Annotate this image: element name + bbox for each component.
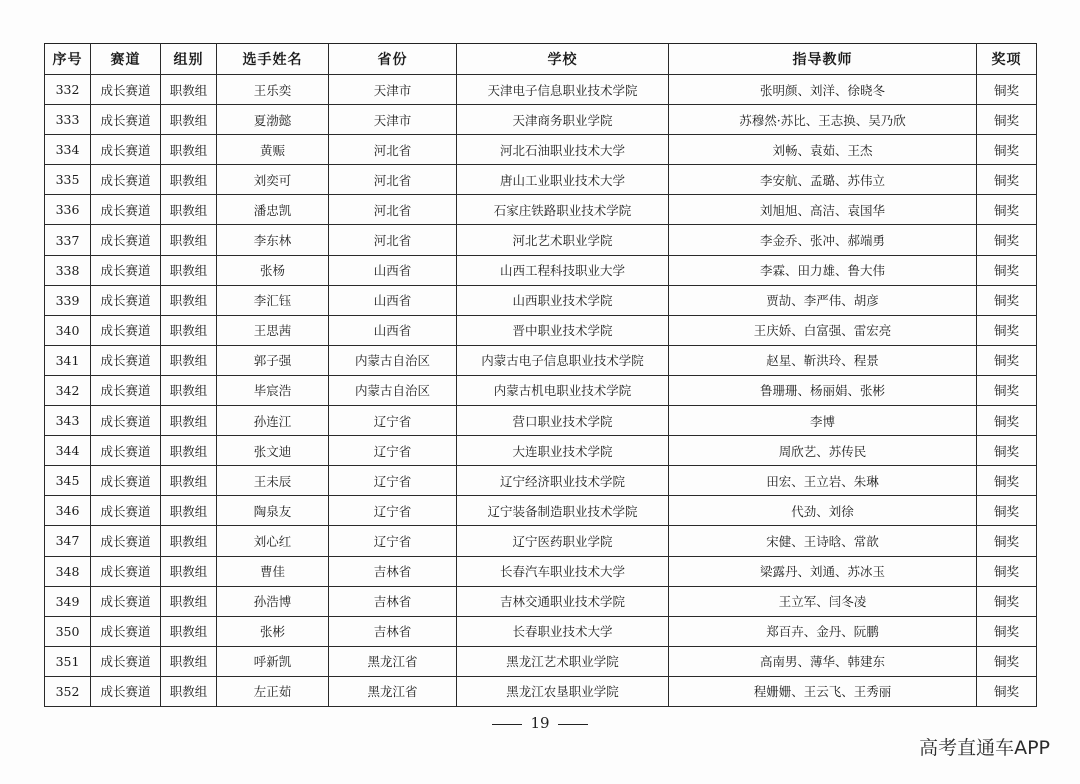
cell-province: 黑龙江省 — [329, 646, 457, 676]
table-row — [45, 616, 1037, 646]
table-row — [45, 526, 1037, 556]
cell-award: 铜奖 — [977, 345, 1037, 375]
cell-province: 天津市 — [329, 105, 457, 135]
cell-teachers: 宋健、王诗晗、常歆 — [669, 526, 977, 556]
cell-school: 内蒙古机电职业技术学院 — [457, 375, 669, 405]
cell-name: 陶泉友 — [217, 496, 329, 526]
header-cell-name: 选手姓名 — [217, 44, 329, 75]
table-header-row — [45, 44, 1037, 75]
table-row — [45, 345, 1037, 375]
cell-school: 唐山工业职业技术大学 — [457, 165, 669, 195]
cell-group: 职教组 — [161, 195, 217, 225]
award-table — [44, 43, 1037, 707]
cell-teachers: 郑百卉、金丹、阮鹏 — [669, 616, 977, 646]
cell-name: 左正茹 — [217, 676, 329, 706]
cell-award: 铜奖 — [977, 255, 1037, 285]
cell-group: 职教组 — [161, 375, 217, 405]
cell-group: 职教组 — [161, 315, 217, 345]
cell-school: 大连职业技术学院 — [457, 436, 669, 466]
cell-track: 成长赛道 — [91, 225, 161, 255]
table-row — [45, 496, 1037, 526]
cell-province: 河北省 — [329, 195, 457, 225]
cell-index: 345 — [45, 466, 91, 496]
cell-province: 辽宁省 — [329, 406, 457, 436]
cell-name: 刘心红 — [217, 526, 329, 556]
cell-name: 李东林 — [217, 225, 329, 255]
table-row — [45, 315, 1037, 345]
cell-track: 成长赛道 — [91, 75, 161, 105]
cell-teachers: 梁露丹、刘通、苏冰玉 — [669, 556, 977, 586]
cell-province: 天津市 — [329, 75, 457, 105]
cell-group: 职教组 — [161, 345, 217, 375]
cell-index: 339 — [45, 285, 91, 315]
cell-name: 王乐奕 — [217, 75, 329, 105]
cell-teachers: 苏穆然·苏比、王志换、吴乃欣 — [669, 105, 977, 135]
cell-award: 铜奖 — [977, 75, 1037, 105]
cell-teachers: 王立军、闫冬凌 — [669, 586, 977, 616]
cell-track: 成长赛道 — [91, 466, 161, 496]
cell-award: 铜奖 — [977, 586, 1037, 616]
cell-name: 张文迪 — [217, 436, 329, 466]
cell-teachers: 李霖、田力雄、鲁大伟 — [669, 255, 977, 285]
cell-name: 李汇钰 — [217, 285, 329, 315]
table-row — [45, 255, 1037, 285]
cell-track: 成长赛道 — [91, 135, 161, 165]
cell-index: 344 — [45, 436, 91, 466]
cell-group: 职教组 — [161, 616, 217, 646]
cell-track: 成长赛道 — [91, 285, 161, 315]
cell-group: 职教组 — [161, 105, 217, 135]
cell-index: 346 — [45, 496, 91, 526]
cell-index: 349 — [45, 586, 91, 616]
cell-province: 吉林省 — [329, 586, 457, 616]
cell-name: 潘忠凯 — [217, 195, 329, 225]
cell-group: 职教组 — [161, 165, 217, 195]
cell-province: 吉林省 — [329, 616, 457, 646]
cell-name: 张杨 — [217, 255, 329, 285]
cell-school: 河北石油职业技术大学 — [457, 135, 669, 165]
header-cell-teachers: 指导教师 — [669, 44, 977, 75]
table-body — [45, 75, 1037, 707]
cell-award: 铜奖 — [977, 676, 1037, 706]
cell-group: 职教组 — [161, 496, 217, 526]
cell-school: 辽宁医药职业学院 — [457, 526, 669, 556]
cell-teachers: 刘畅、袁茹、王杰 — [669, 135, 977, 165]
cell-province: 河北省 — [329, 135, 457, 165]
cell-award: 铜奖 — [977, 225, 1037, 255]
table-row — [45, 285, 1037, 315]
cell-index: 334 — [45, 135, 91, 165]
cell-name: 曹佳 — [217, 556, 329, 586]
cell-teachers: 周欣艺、苏传民 — [669, 436, 977, 466]
cell-name: 毕宸浩 — [217, 375, 329, 405]
cell-name: 刘奕可 — [217, 165, 329, 195]
cell-award: 铜奖 — [977, 436, 1037, 466]
cell-school: 石家庄铁路职业技术学院 — [457, 195, 669, 225]
cell-name: 黄赈 — [217, 135, 329, 165]
cell-teachers: 程姗姗、王云飞、王秀丽 — [669, 676, 977, 706]
cell-school: 黑龙江农垦职业学院 — [457, 676, 669, 706]
cell-group: 职教组 — [161, 75, 217, 105]
cell-track: 成长赛道 — [91, 165, 161, 195]
cell-index: 337 — [45, 225, 91, 255]
cell-teachers: 刘旭旭、高洁、袁国华 — [669, 195, 977, 225]
cell-track: 成长赛道 — [91, 195, 161, 225]
cell-province: 河北省 — [329, 225, 457, 255]
table-row — [45, 195, 1037, 225]
cell-province: 吉林省 — [329, 556, 457, 586]
cell-teachers: 鲁珊珊、杨丽娟、张彬 — [669, 375, 977, 405]
header-cell-index: 序号 — [45, 44, 91, 75]
cell-group: 职教组 — [161, 255, 217, 285]
cell-province: 辽宁省 — [329, 436, 457, 466]
header-cell-province: 省份 — [329, 44, 457, 75]
cell-school: 内蒙古电子信息职业技术学院 — [457, 345, 669, 375]
table-row — [45, 556, 1037, 586]
cell-name: 夏渤懿 — [217, 105, 329, 135]
cell-track: 成长赛道 — [91, 496, 161, 526]
cell-teachers: 李博 — [669, 406, 977, 436]
cell-teachers: 田宏、王立岩、朱琳 — [669, 466, 977, 496]
cell-school: 山西职业技术学院 — [457, 285, 669, 315]
cell-school: 山西工程科技职业大学 — [457, 255, 669, 285]
cell-award: 铜奖 — [977, 616, 1037, 646]
cell-province: 辽宁省 — [329, 496, 457, 526]
cell-name: 王思茜 — [217, 315, 329, 345]
header-cell-group: 组别 — [161, 44, 217, 75]
table-row — [45, 375, 1037, 405]
page-number-text: 19 — [530, 714, 550, 732]
cell-index: 352 — [45, 676, 91, 706]
cell-track: 成长赛道 — [91, 345, 161, 375]
cell-award: 铜奖 — [977, 556, 1037, 586]
cell-school: 吉林交通职业技术学院 — [457, 586, 669, 616]
cell-province: 山西省 — [329, 285, 457, 315]
cell-award: 铜奖 — [977, 496, 1037, 526]
cell-teachers: 赵星、靳洪玲、程景 — [669, 345, 977, 375]
cell-teachers: 高南男、薄华、韩建东 — [669, 646, 977, 676]
cell-name: 王未辰 — [217, 466, 329, 496]
cell-province: 内蒙古自治区 — [329, 345, 457, 375]
cell-teachers: 李安航、孟璐、苏伟立 — [669, 165, 977, 195]
cell-index: 335 — [45, 165, 91, 195]
cell-award: 铜奖 — [977, 135, 1037, 165]
cell-name: 孙连江 — [217, 406, 329, 436]
table-row — [45, 646, 1037, 676]
cell-index: 348 — [45, 556, 91, 586]
cell-award: 铜奖 — [977, 105, 1037, 135]
cell-award: 铜奖 — [977, 406, 1037, 436]
cell-province: 黑龙江省 — [329, 676, 457, 706]
cell-school: 营口职业技术学院 — [457, 406, 669, 436]
table-row — [45, 225, 1037, 255]
cell-school: 黑龙江艺术职业学院 — [457, 646, 669, 676]
cell-group: 职教组 — [161, 466, 217, 496]
cell-track: 成长赛道 — [91, 556, 161, 586]
cell-school: 晋中职业技术学院 — [457, 315, 669, 345]
cell-award: 铜奖 — [977, 466, 1037, 496]
cell-award: 铜奖 — [977, 375, 1037, 405]
cell-school: 天津商务职业学院 — [457, 105, 669, 135]
cell-award: 铜奖 — [977, 285, 1037, 315]
watermark-text: 高考直通车APP — [919, 737, 1050, 759]
cell-group: 职教组 — [161, 406, 217, 436]
cell-name: 呼新凯 — [217, 646, 329, 676]
cell-province: 内蒙古自治区 — [329, 375, 457, 405]
cell-award: 铜奖 — [977, 315, 1037, 345]
cell-school: 辽宁装备制造职业技术学院 — [457, 496, 669, 526]
header-cell-award: 奖项 — [977, 44, 1037, 75]
cell-track: 成长赛道 — [91, 526, 161, 556]
cell-index: 333 — [45, 105, 91, 135]
cell-track: 成长赛道 — [91, 105, 161, 135]
cell-index: 350 — [45, 616, 91, 646]
table-row — [45, 466, 1037, 496]
cell-group: 职教组 — [161, 556, 217, 586]
table-row — [45, 135, 1037, 165]
table-row — [45, 105, 1037, 135]
cell-group: 职教组 — [161, 586, 217, 616]
cell-track: 成长赛道 — [91, 586, 161, 616]
cell-province: 辽宁省 — [329, 466, 457, 496]
cell-teachers: 贾劼、李严伟、胡彦 — [669, 285, 977, 315]
cell-name: 张彬 — [217, 616, 329, 646]
cell-track: 成长赛道 — [91, 676, 161, 706]
table-row — [45, 406, 1037, 436]
cell-index: 347 — [45, 526, 91, 556]
cell-teachers: 王庆娇、白富强、雷宏亮 — [669, 315, 977, 345]
table-row — [45, 165, 1037, 195]
cell-province: 山西省 — [329, 315, 457, 345]
cell-group: 职教组 — [161, 646, 217, 676]
cell-index: 332 — [45, 75, 91, 105]
cell-track: 成长赛道 — [91, 406, 161, 436]
cell-track: 成长赛道 — [91, 646, 161, 676]
cell-track: 成长赛道 — [91, 255, 161, 285]
cell-group: 职教组 — [161, 285, 217, 315]
cell-track: 成长赛道 — [91, 436, 161, 466]
cell-group: 职教组 — [161, 676, 217, 706]
cell-award: 铜奖 — [977, 646, 1037, 676]
table-row — [45, 676, 1037, 706]
cell-index: 343 — [45, 406, 91, 436]
page-number-dash-left — [492, 724, 522, 725]
header-cell-track: 赛道 — [91, 44, 161, 75]
cell-school: 长春汽车职业技术大学 — [457, 556, 669, 586]
cell-name: 郭子强 — [217, 345, 329, 375]
cell-province: 辽宁省 — [329, 526, 457, 556]
cell-group: 职教组 — [161, 526, 217, 556]
cell-school: 河北艺术职业学院 — [457, 225, 669, 255]
cell-province: 山西省 — [329, 255, 457, 285]
cell-index: 341 — [45, 345, 91, 375]
cell-index: 340 — [45, 315, 91, 345]
cell-school: 天津电子信息职业技术学院 — [457, 75, 669, 105]
table-row — [45, 75, 1037, 105]
cell-province: 河北省 — [329, 165, 457, 195]
cell-teachers: 代劲、刘徐 — [669, 496, 977, 526]
cell-index: 338 — [45, 255, 91, 285]
cell-name: 孙浩博 — [217, 586, 329, 616]
cell-track: 成长赛道 — [91, 616, 161, 646]
cell-group: 职教组 — [161, 436, 217, 466]
page-number-dash-right — [558, 724, 588, 725]
cell-group: 职教组 — [161, 225, 217, 255]
table-row — [45, 586, 1037, 616]
cell-teachers: 张明颜、刘洋、徐晓冬 — [669, 75, 977, 105]
table-row — [45, 436, 1037, 466]
cell-index: 351 — [45, 646, 91, 676]
cell-school: 辽宁经济职业技术学院 — [457, 466, 669, 496]
header-cell-school: 学校 — [457, 44, 669, 75]
cell-track: 成长赛道 — [91, 315, 161, 345]
cell-award: 铜奖 — [977, 165, 1037, 195]
cell-index: 336 — [45, 195, 91, 225]
page-number — [0, 714, 1080, 732]
cell-award: 铜奖 — [977, 195, 1037, 225]
cell-group: 职教组 — [161, 135, 217, 165]
cell-index: 342 — [45, 375, 91, 405]
cell-school: 长春职业技术大学 — [457, 616, 669, 646]
cell-teachers: 李金乔、张冲、郝端勇 — [669, 225, 977, 255]
cell-track: 成长赛道 — [91, 375, 161, 405]
cell-award: 铜奖 — [977, 526, 1037, 556]
